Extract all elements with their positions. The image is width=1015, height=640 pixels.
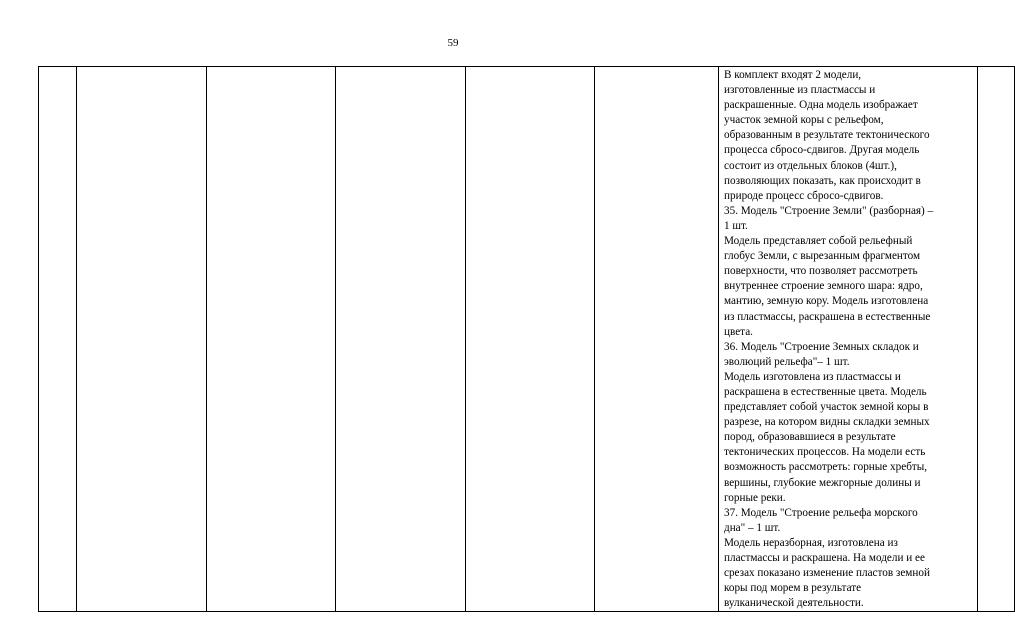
- description-line: изготовленные из пластмассы и: [724, 84, 876, 97]
- description-line: срезах показано изменение пластов земной: [724, 567, 930, 580]
- description-line: тектонических процессов. На модели есть: [724, 446, 926, 459]
- description-line: дна" – 1 шт.: [724, 521, 781, 534]
- page-number: 59: [447, 37, 459, 49]
- description-line: коры под морем в результате: [724, 582, 862, 595]
- description-line: Модель неразборная, изготовлена из: [724, 536, 898, 549]
- description-line: Модель представляет собой рельефный: [724, 235, 913, 248]
- table-cell-8: [978, 67, 1015, 612]
- description-line: 37. Модель "Строение рельефа морского: [724, 506, 918, 519]
- description-line: внутреннее строение земного шара: ядро,: [724, 280, 923, 293]
- description-line: процесса сбросо-сдвигов. Другая модель: [724, 144, 920, 157]
- description-line: из пластмассы, раскрашена в естественные: [724, 310, 931, 323]
- table-row: [39, 67, 1015, 612]
- description-line: 1 шт.: [724, 219, 748, 232]
- description-line: позволяющих показать, как происходит в: [724, 174, 921, 187]
- table-cell-2: [77, 67, 207, 612]
- description-line: Модель изготовлена из пластмассы и: [724, 370, 901, 383]
- description-line: горные реки.: [724, 491, 786, 504]
- description-line: представляет собой участок земной коры в: [724, 401, 929, 414]
- description-line: цвета.: [724, 325, 753, 338]
- table-cell-4: [336, 67, 466, 612]
- description-line: вулканической деятельности.: [724, 597, 864, 610]
- table-cell-5: [466, 67, 595, 612]
- description-line: участок земной коры с рельефом,: [724, 114, 884, 127]
- description-line: поверхности, что позволяет рассмотреть: [724, 265, 918, 278]
- description-line: вершины, глубокие межгорные долины и: [724, 476, 921, 489]
- description-line: мантию, земную кору. Модель изготовлена: [724, 295, 929, 308]
- table-cell-3: [207, 67, 336, 612]
- description-line: состоит из отдельных блоков (4шт.),: [724, 159, 897, 172]
- description-line: 36. Модель "Строение Земных складок и: [724, 340, 919, 353]
- description-line: раскрашенные. Одна модель изображает: [724, 99, 918, 112]
- description-line: пластмассы и раскрашена. На модели и ее: [724, 552, 925, 564]
- description-line: разрезе, на котором видны складки земных: [724, 416, 930, 429]
- description-cell: [719, 67, 978, 612]
- table-cell-6: [595, 67, 719, 612]
- description-line: образованным в результате тектонического: [724, 129, 930, 142]
- specification-table: [38, 66, 1015, 612]
- description-line: эволюций рельефа"– 1 шт.: [724, 355, 850, 368]
- description-line: 35. Модель "Строение Земли" (разборная) –: [724, 204, 934, 217]
- description-line: природе процесс сбросо-сдвигов.: [724, 189, 884, 202]
- description-line: пород, образовавшиеся в результате: [724, 431, 896, 444]
- description-line: глобус Земли, с вырезанным фрагментом: [724, 250, 921, 263]
- description-line: В комплект входят 2 модели,: [724, 69, 862, 81]
- number-cell: [39, 67, 77, 612]
- description-line: возможность рассмотреть: горные хребты,: [724, 461, 928, 474]
- description-line: раскрашена в естественные цвета. Модель: [724, 385, 927, 398]
